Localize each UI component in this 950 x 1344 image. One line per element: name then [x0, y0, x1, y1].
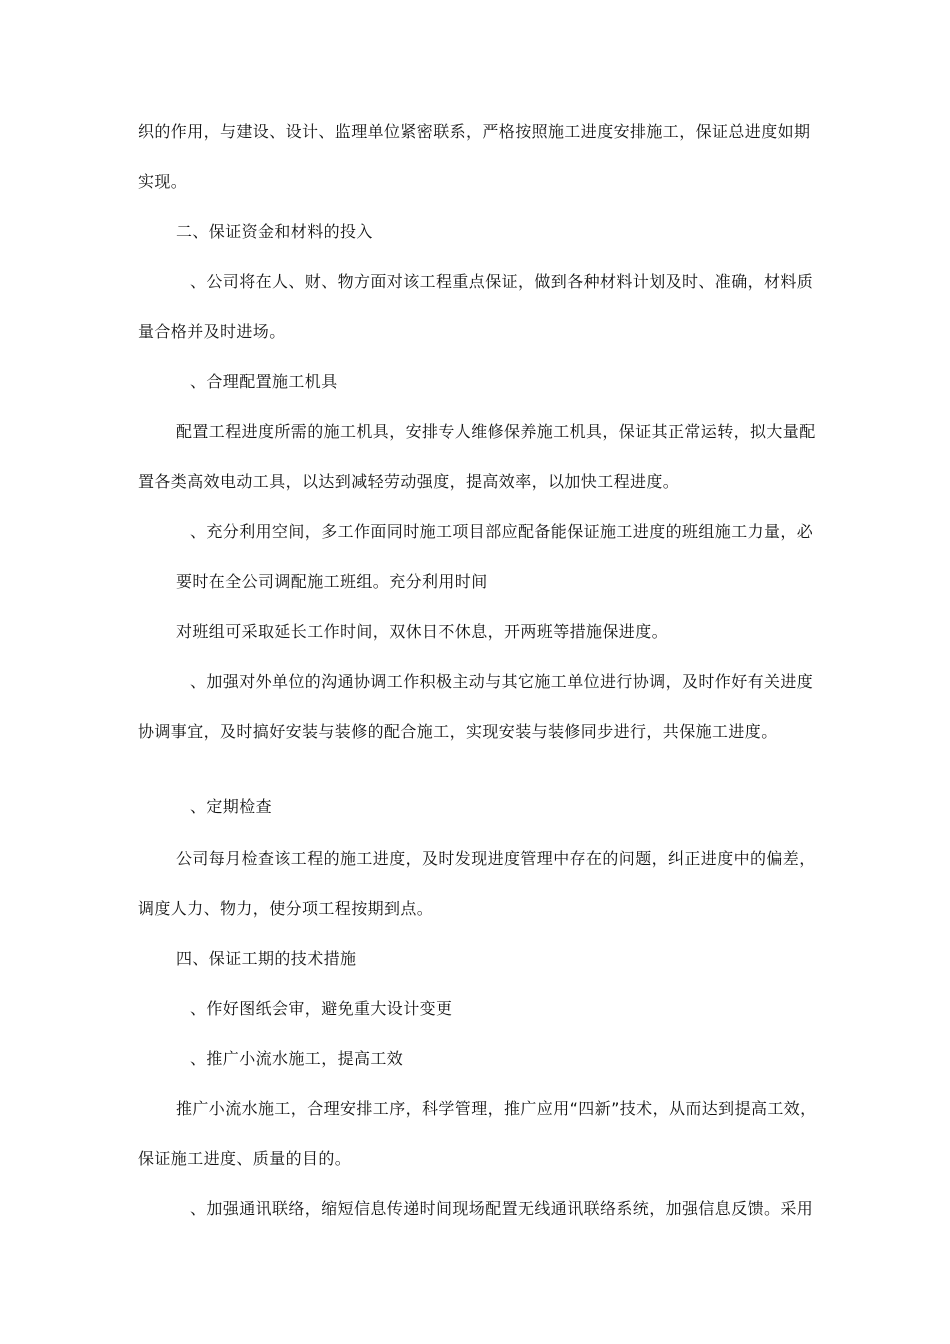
text-line: 要时在全公司调配施工班组。充分利用时间	[176, 572, 488, 591]
section-heading: 四、保证工期的技术措施	[176, 949, 357, 968]
text-line: 实现。	[138, 172, 188, 191]
text-line: 调度人力、物力，使分项工程按期到点。	[138, 899, 434, 918]
text-line: 对班组可采取延长工作时间，双休日不休息，开两班等措施保进度。	[176, 622, 669, 641]
text-line: 协调事宜，及时搞好安装与装修的配合施工，实现安装与装修同步进行，共保施工进度。	[138, 722, 778, 741]
text-line: 织的作用，与建设、设计、监理单位紧密联系，严格按照施工进度安排施工，保证总进度如期	[138, 122, 811, 141]
subheading: 、作好图纸会审，避免重大设计变更	[190, 999, 453, 1018]
section-heading: 二、保证资金和材料的投入	[176, 222, 373, 241]
text-line: 推广小流水施工，合理安排工序，科学管理，推广应用“四新”技术，从而达到提高工效，	[176, 1099, 817, 1118]
text-line: 配置工程进度所需的施工机具，安排专人维修保养施工机具，保证其正常运转，拟大量配	[176, 422, 816, 441]
subheading: 、推广小流水施工，提高工效	[190, 1049, 404, 1068]
text-line: 、加强对外单位的沟通协调工作积极主动与其它施工单位进行协调，及时作好有关进度	[190, 672, 814, 691]
subheading: 、定期检查	[190, 797, 273, 816]
subheading: 、合理配置施工机具	[190, 372, 338, 391]
text-line: 公司每月检查该工程的施工进度，及时发现进度管理中存在的问题，纠正进度中的偏差，	[176, 849, 816, 868]
text-line: 、加强通讯联络，缩短信息传递时间现场配置无线通讯联络系统，加强信息反馈。采用	[190, 1199, 814, 1218]
text-line: 量合格并及时进场。	[138, 322, 286, 341]
text-line: 、公司将在人、财、物方面对该工程重点保证，做到各种材料计划及时、准确，材料质	[190, 272, 814, 291]
text-line: 、充分利用空间，多工作面同时施工项目部应配备能保证施工进度的班组施工力量，必	[190, 522, 814, 541]
text-line: 置各类高效电动工具，以达到减轻劳动强度，提高效率，以加快工程进度。	[138, 472, 680, 491]
text-line: 保证施工进度、质量的目的。	[138, 1149, 352, 1168]
